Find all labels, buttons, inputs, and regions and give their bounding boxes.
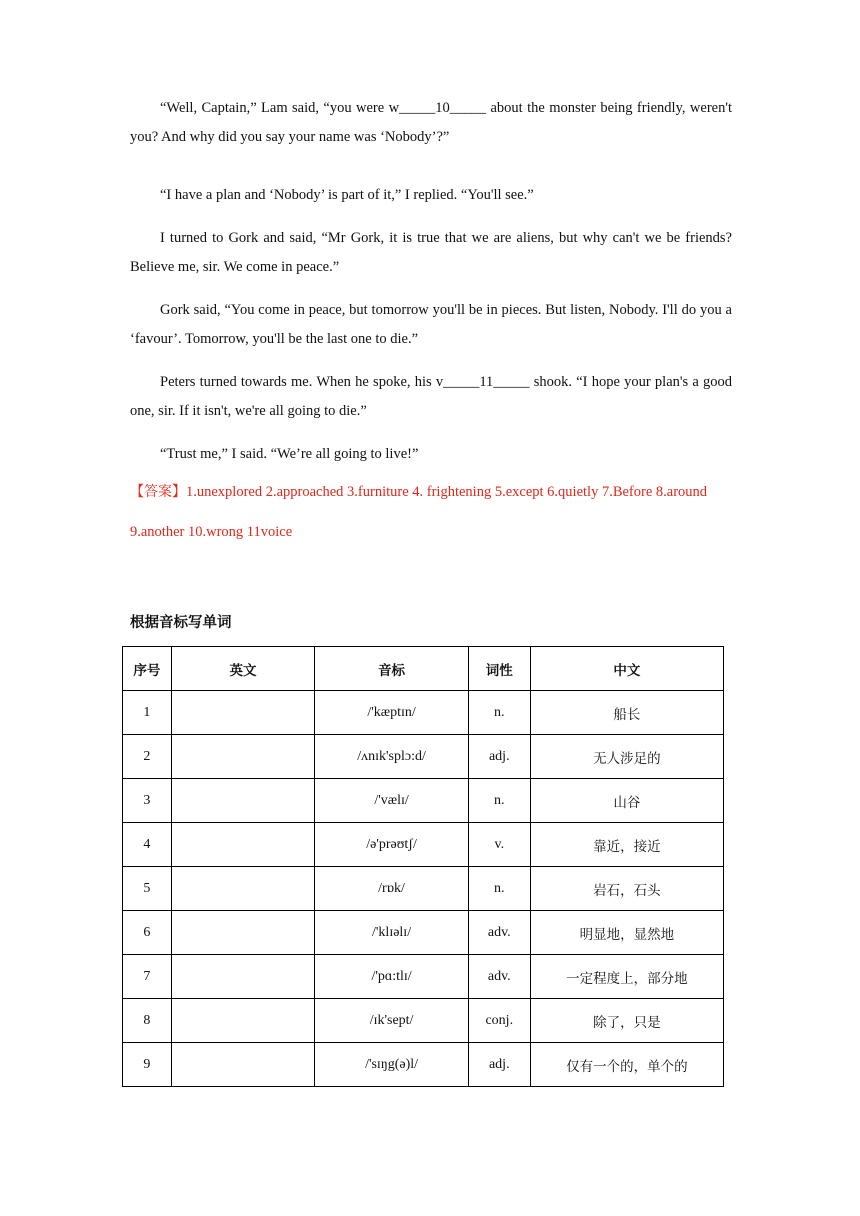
cell-phonetic: /ɪk'sept/ (315, 999, 469, 1043)
cell-phonetic: /'vælɪ/ (315, 779, 469, 823)
table-row (123, 955, 724, 999)
table-row (123, 823, 724, 867)
paragraph-6-text: “Trust me,” I said. “We’re all going to live!” (160, 446, 419, 462)
cell-part-of-speech: n. (468, 867, 530, 911)
cell-part-of-speech: n. (468, 779, 530, 823)
header-part-of-speech: 词性 (468, 647, 530, 691)
cell-number: 3 (123, 779, 172, 823)
paragraph-1 (130, 94, 732, 152)
paragraph-6 (130, 440, 732, 469)
paragraph-2-text: “I have a plan and ‘Nobody’ is part of it,” I replied. “You'll see.” (160, 187, 534, 203)
cell-number: 1 (123, 691, 172, 735)
cell-phonetic: /ə'prəʊtʃ/ (315, 823, 469, 867)
cell-chinese: 船长 (530, 691, 723, 735)
cell-number: 8 (123, 999, 172, 1043)
cell-number: 9 (123, 1043, 172, 1087)
cell-chinese: 无人涉足的 (530, 735, 723, 779)
table-row (123, 911, 724, 955)
cell-part-of-speech: n. (468, 691, 530, 735)
table-row (123, 999, 724, 1043)
table-row (123, 1043, 724, 1087)
cell-chinese: 一定程度上，部分地 (530, 955, 723, 999)
cell-part-of-speech: conj. (468, 999, 530, 1043)
cell-english[interactable] (171, 1043, 314, 1087)
table-row (123, 867, 724, 911)
cell-english[interactable] (171, 823, 314, 867)
cell-phonetic: /'kæptɪn/ (315, 691, 469, 735)
cell-phonetic: /'sɪŋg(ə)l/ (315, 1043, 469, 1087)
cell-english[interactable] (171, 691, 314, 735)
table-header-row (123, 647, 724, 691)
paragraph-3 (130, 224, 732, 282)
paragraph-5 (130, 368, 732, 426)
cell-phonetic: /rɒk/ (315, 867, 469, 911)
cell-part-of-speech: adv. (468, 911, 530, 955)
cell-part-of-speech: adj. (468, 735, 530, 779)
cell-number: 4 (123, 823, 172, 867)
paragraph-1-text: “Well, Captain,” Lam said, “you were w_____10_____ about the monster being friendly, weren't you? And why did you say your name was ‘Nobody’?” (130, 100, 732, 145)
header-phonetic: 音标 (315, 647, 469, 691)
table-row (123, 691, 724, 735)
cell-chinese: 山谷 (530, 779, 723, 823)
cell-english[interactable] (171, 779, 314, 823)
paragraph-4 (130, 296, 732, 354)
cell-english[interactable] (171, 735, 314, 779)
answer-text: 1.unexplored 2.approached 3.furniture 4. frightening 5.except 6.quietly 7.Before 8.around 9.another 10.wrong 11voice (130, 484, 708, 540)
cell-part-of-speech: v. (468, 823, 530, 867)
cell-chinese: 除了，只是 (530, 999, 723, 1043)
cell-phonetic: /'pɑ:tlɪ/ (315, 955, 469, 999)
header-number: 序号 (123, 647, 172, 691)
table-row (123, 779, 724, 823)
cell-english[interactable] (171, 999, 314, 1043)
answer-key (130, 472, 732, 552)
header-chinese: 中文 (530, 647, 723, 691)
cell-phonetic: /ʌnɪk'splɔ:d/ (315, 735, 469, 779)
paragraph-2 (130, 181, 732, 210)
header-english: 英文 (171, 647, 314, 691)
cell-english[interactable] (171, 867, 314, 911)
cell-chinese: 仅有一个的，单个的 (530, 1043, 723, 1087)
answer-label: 【答案】 (130, 484, 186, 500)
cell-phonetic: /'klɪəlɪ/ (315, 911, 469, 955)
cell-chinese: 岩石，石头 (530, 867, 723, 911)
vocab-table (122, 646, 724, 1087)
cell-chinese: 靠近，接近 (530, 823, 723, 867)
cell-part-of-speech: adv. (468, 955, 530, 999)
paragraph-5-text: Peters turned towards me. When he spoke, his v_____11_____ shook. “I hope your plan's a good one, sir. If it isn't, we're all going to die.” (130, 374, 732, 419)
cell-number: 6 (123, 911, 172, 955)
cell-english[interactable] (171, 911, 314, 955)
table-row (123, 735, 724, 779)
cell-number: 2 (123, 735, 172, 779)
section-title: 根据音标写单词 (130, 615, 232, 631)
paragraph-3-text: I turned to Gork and said, “Mr Gork, it is true that we are aliens, but why can't we be friends? Believe me, sir. We come in peace.” (130, 230, 732, 275)
cell-number: 7 (123, 955, 172, 999)
cell-number: 5 (123, 867, 172, 911)
cell-chinese: 明显地，显然地 (530, 911, 723, 955)
cell-english[interactable] (171, 955, 314, 999)
paragraph-4-text: Gork said, “You come in peace, but tomorrow you'll be in pieces. But listen, Nobody. I'll do you a ‘favour’. Tomorrow, you'll be the last one to die.” (130, 302, 732, 347)
cell-part-of-speech: adj. (468, 1043, 530, 1087)
